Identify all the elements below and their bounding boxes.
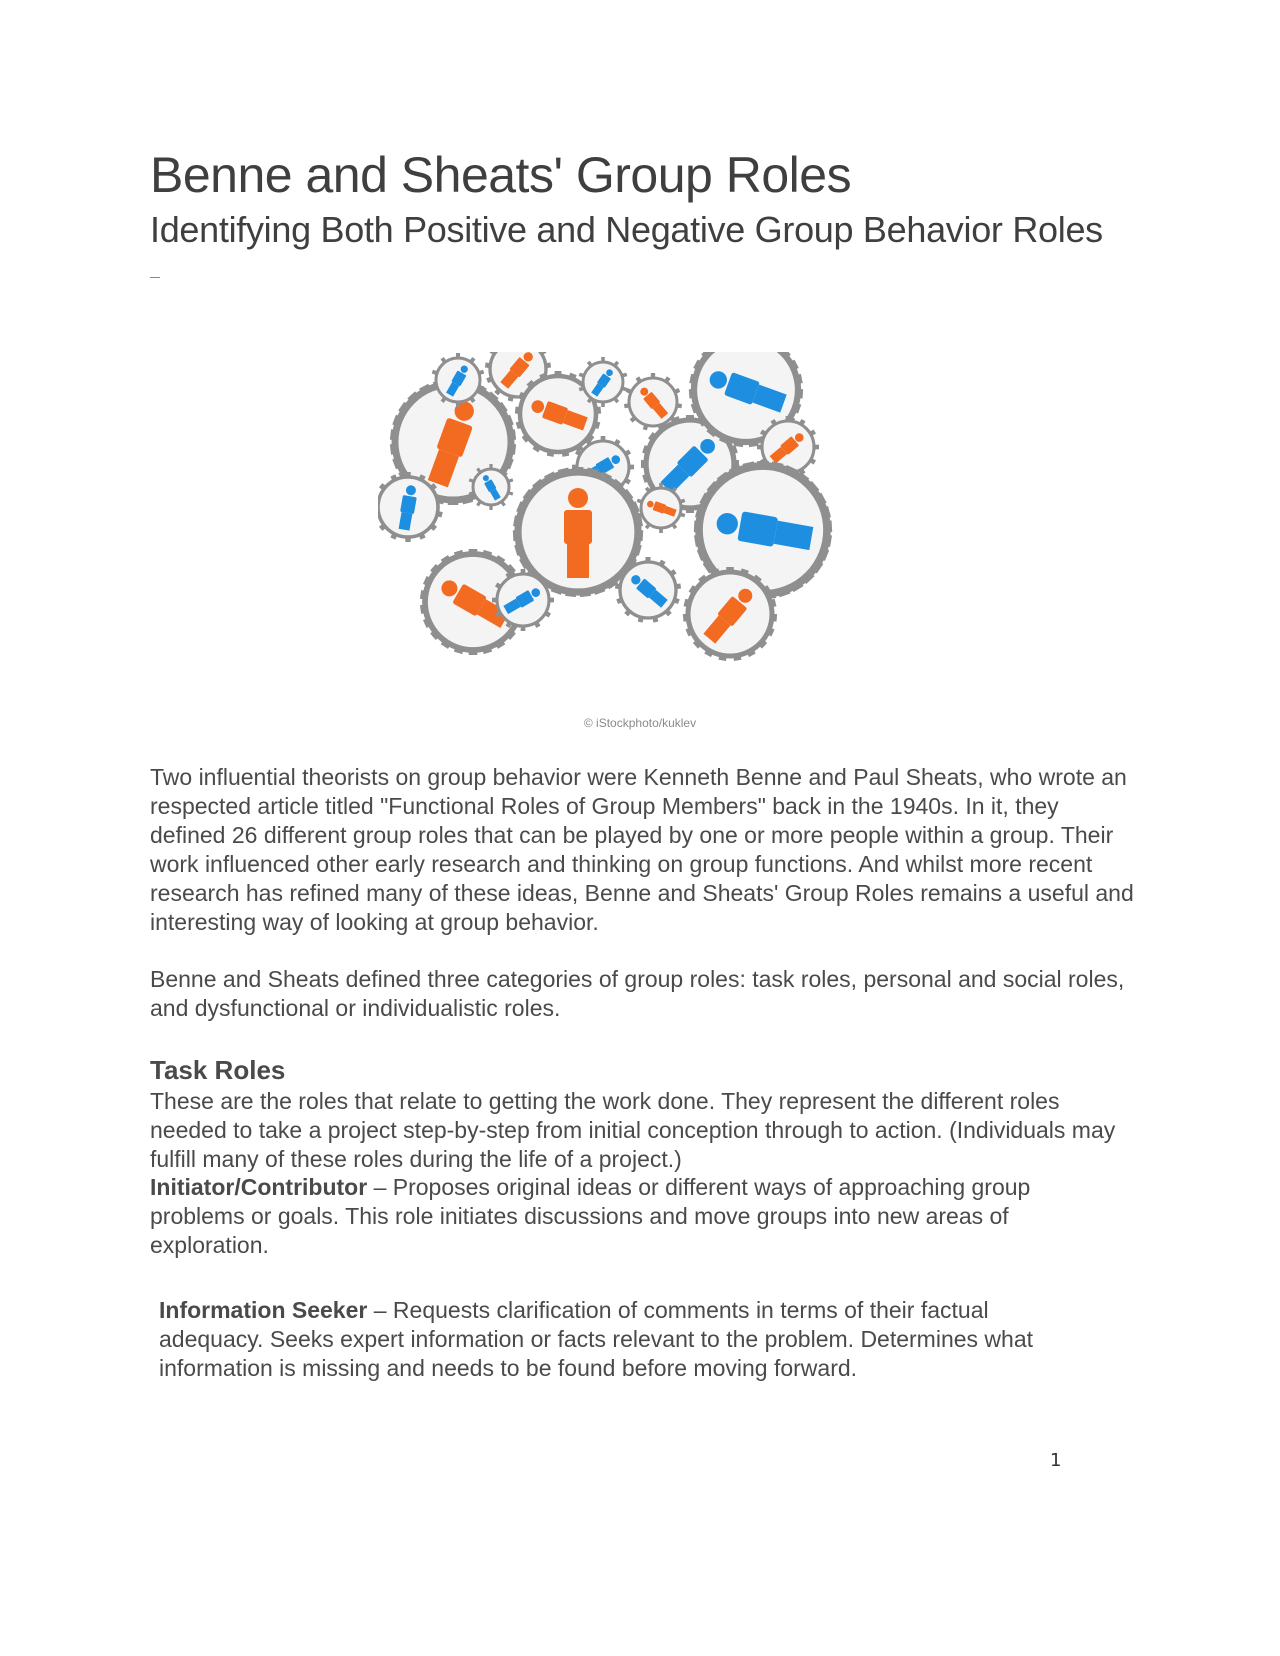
section-heading-task-roles: Task Roles [150, 1055, 286, 1085]
gears-illustration [378, 352, 898, 682]
role-definition: – Requests clarification of comments in terms of their factual adequacy. Seeks expert information or facts relevant to the problem. Determines what information is missing and needs to be found before moving forward. [159, 1297, 1034, 1381]
role-term: Initiator/Contributor [150, 1174, 368, 1200]
page-subtitle: Identifying Both Positive and Negative Group Behavior Roles [150, 209, 1103, 250]
page-title: Benne and Sheats' Group Roles [150, 147, 852, 203]
role-definition: – Proposes original ideas or different ways of approaching group problems or goals. This role initiates discussions and move groups into new areas of exploration. [150, 1174, 1031, 1258]
intro-paragraph-2: Benne and Sheats defined three categories of group roles: task roles, personal and social roles, and dysfunctional or individualistic roles. [150, 966, 1125, 1021]
task-roles-description: These are the roles that relate to getting the work done. They represent the different roles needed to take a project step-by-step from initial conception through to action. (Individuals may fulfill many of these roles during the life of a project.) [150, 1088, 1116, 1172]
role-information-seeker [159, 1296, 1089, 1383]
title-rule [150, 277, 160, 278]
intro-paragraph-1: Two influential theorists on group behavior were Kenneth Benne and Paul Sheats, who wrote an respected article titled "Functional Roles of Group Members" back in the 1940s. In it, they defined 26 different group roles that can be played by one or more people within a group. Their work influenced other early research and thinking on group functions. And whilst more recent research has refined many of these ideas, Benne and Sheats' Group Roles remains a useful and interesting way of looking at group behavior. [150, 764, 1134, 935]
role-term: Information Seeker [159, 1297, 368, 1323]
role-initiator-contributor [150, 1173, 1080, 1260]
page-number: 1 [1050, 1450, 1062, 1471]
image-credit: © iStockphoto/kuklev [583, 716, 697, 730]
